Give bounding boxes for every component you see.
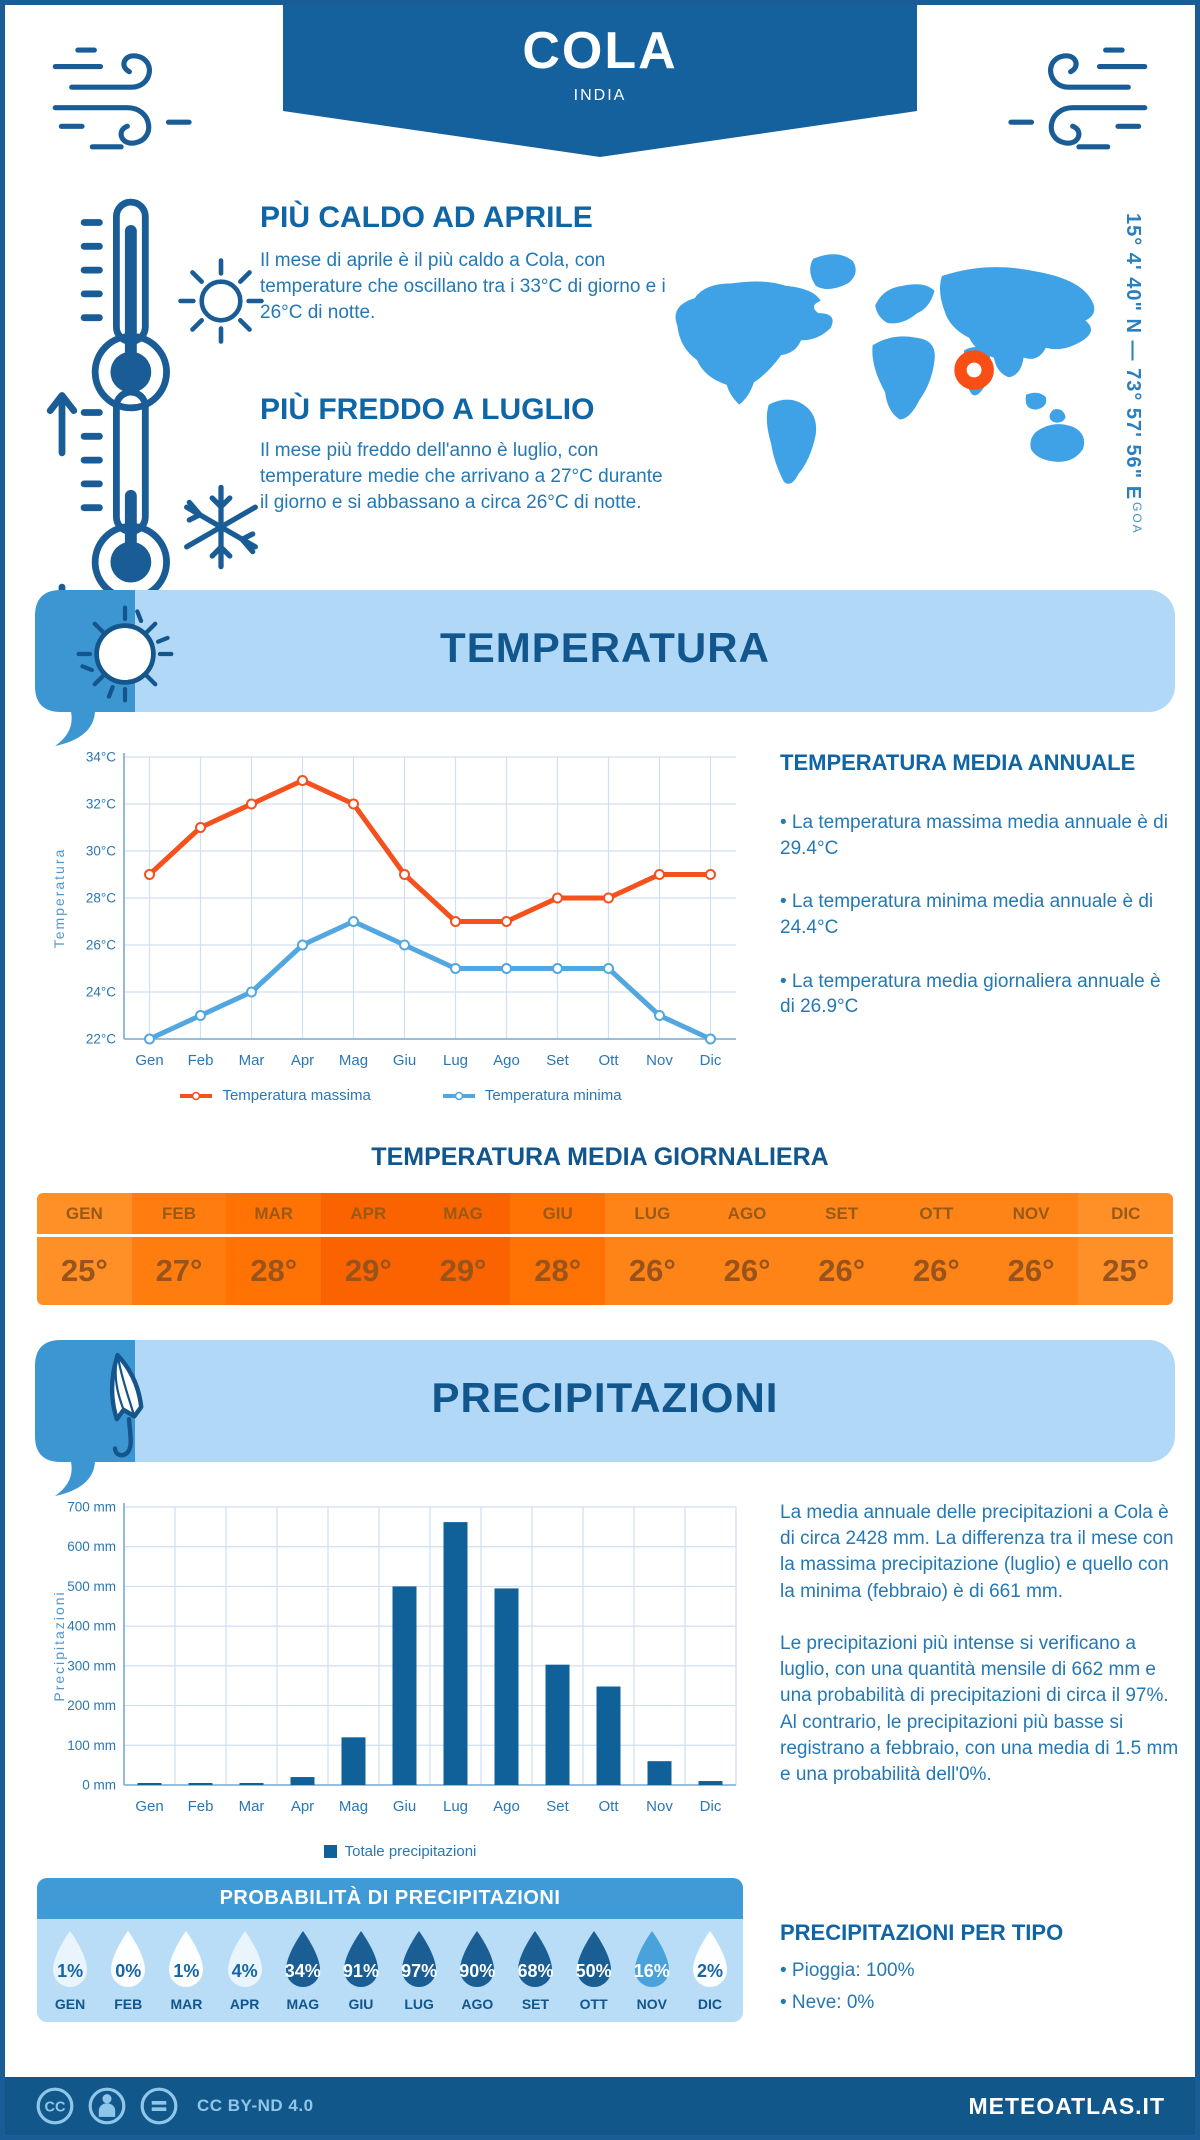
precipitation-chart bbox=[50, 1493, 750, 1836]
precipitation-chart-legend bbox=[50, 1843, 750, 1860]
svg-text:Nov: Nov bbox=[646, 1798, 673, 1815]
per-type-bullet: • Pioggia: 100% bbox=[780, 1960, 915, 1981]
temperature-chart-legend bbox=[50, 1087, 750, 1104]
temp-cell: AGO 26° bbox=[700, 1193, 795, 1305]
probability-drop: 1% GEN bbox=[41, 1929, 99, 2012]
chart-legend-item: Temperatura massima bbox=[178, 1087, 370, 1104]
temp-cell: GEN 25° bbox=[37, 1193, 132, 1305]
probability-drop: 50% OTT bbox=[565, 1929, 623, 2012]
temp-cell: FEB 27° bbox=[132, 1193, 227, 1305]
monthly-temperature-table bbox=[37, 1193, 1173, 1305]
svg-text:300 mm: 300 mm bbox=[67, 1658, 116, 1674]
annual-bullet: • La temperatura massima media annuale è di 29.4°C bbox=[780, 812, 1168, 859]
chart-legend-item: Totale precipitazioni bbox=[324, 1843, 477, 1860]
svg-text:Feb: Feb bbox=[187, 1052, 214, 1069]
probability-drop: 16% NOV bbox=[623, 1929, 681, 2012]
temp-cell: NOV 26° bbox=[984, 1193, 1079, 1305]
svg-text:Giu: Giu bbox=[392, 1052, 417, 1069]
svg-text:500 mm: 500 mm bbox=[67, 1578, 116, 1594]
temperature-section-title: TEMPERATURA bbox=[440, 624, 770, 671]
svg-text:0 mm: 0 mm bbox=[82, 1777, 116, 1793]
probability-drop: 0% FEB bbox=[99, 1929, 157, 2012]
annual-temperature-title: TEMPERATURA MEDIA ANNUALE bbox=[780, 750, 1136, 775]
wind-icon bbox=[978, 27, 1153, 172]
daily-temperature-title: TEMPERATURA MEDIA GIORNALIERA bbox=[371, 1143, 829, 1171]
per-type-bullet: • Neve: 0% bbox=[780, 1992, 875, 2013]
svg-text:Precipitazioni: Precipitazioni bbox=[51, 1590, 67, 1702]
svg-text:Apr: Apr bbox=[290, 1798, 315, 1815]
probability-title: PROBABILITÀ DI PRECIPITAZIONI bbox=[37, 1878, 743, 1919]
svg-text:Ott: Ott bbox=[598, 1052, 619, 1069]
svg-text:Lug: Lug bbox=[442, 1052, 469, 1069]
svg-text:Ago: Ago bbox=[493, 1798, 520, 1815]
precipitation-paragraph: Le precipitazioni più intense si verificano a luglio, con una quantità mensile di 662 mm e una probabilità di precipitazioni di circa il 97%. Al contrario, le precipitazioni più basse si registrano a febbraio, con una media di 1.5 mm e una probabilità dell'0%. bbox=[780, 1632, 1179, 1785]
svg-text:Mag: Mag bbox=[338, 1798, 369, 1815]
wind-icon bbox=[47, 27, 222, 172]
svg-text:Mar: Mar bbox=[238, 1798, 265, 1815]
precipitation-section-title: PRECIPITAZIONI bbox=[431, 1374, 779, 1421]
svg-text:200 mm: 200 mm bbox=[67, 1698, 116, 1714]
precipitation-section-banner bbox=[35, 1340, 1175, 1462]
svg-text:700 mm: 700 mm bbox=[67, 1499, 116, 1515]
probability-drop: 90% AGO bbox=[448, 1929, 506, 2012]
sun-section-icon bbox=[73, 602, 177, 706]
svg-text:30°C: 30°C bbox=[85, 843, 116, 859]
annual-temperature-block bbox=[780, 750, 1180, 1048]
temp-cell: LUG 26° bbox=[605, 1193, 700, 1305]
svg-text:Apr: Apr bbox=[290, 1052, 315, 1069]
thermometer-cold-icon bbox=[79, 387, 181, 608]
svg-text:Set: Set bbox=[546, 1798, 569, 1815]
temp-cell: APR 29° bbox=[321, 1193, 416, 1305]
hot-month-text: Il mese di aprile è il più caldo a Cola, con temperature che oscillano tra i 33°C di giorno e i 26°C di notte. bbox=[260, 250, 666, 323]
svg-text:400 mm: 400 mm bbox=[67, 1618, 116, 1634]
umbrella-icon bbox=[81, 1348, 177, 1466]
svg-text:Set: Set bbox=[546, 1052, 569, 1069]
svg-text:32°C: 32°C bbox=[85, 796, 116, 812]
svg-text:Nov: Nov bbox=[646, 1052, 673, 1069]
hot-month-title: PIÙ CALDO AD APRILE bbox=[260, 201, 593, 234]
cc-nd-icon bbox=[139, 2086, 179, 2126]
svg-text:Mag: Mag bbox=[338, 1052, 369, 1069]
probability-drop: 91% GIU bbox=[332, 1929, 390, 2012]
svg-text:Dic: Dic bbox=[699, 1798, 722, 1815]
temp-cell: MAG 29° bbox=[416, 1193, 511, 1305]
coordinates-text: 15° 4' 40" N — 73° 57' 56" E bbox=[1122, 213, 1144, 501]
svg-text:Mar: Mar bbox=[238, 1052, 265, 1069]
coordinates-label bbox=[1121, 213, 1144, 543]
header-banner bbox=[283, 5, 917, 111]
footer bbox=[5, 2077, 1195, 2135]
svg-text:Lug: Lug bbox=[442, 1798, 469, 1815]
precipitation-paragraph: La media annuale delle precipitazioni a Cola è di circa 2428 mm. La differenza tra il mese con la massima precipitazione (luglio) e quello con la minima (febbraio) è di 661 mm. bbox=[780, 1502, 1174, 1602]
probability-drop: 68% SET bbox=[506, 1929, 564, 2012]
probability-drops-row bbox=[37, 1919, 743, 2022]
svg-text:22°C: 22°C bbox=[85, 1031, 116, 1047]
svg-text:Ago: Ago bbox=[493, 1052, 520, 1069]
svg-text:26°C: 26°C bbox=[85, 937, 116, 953]
precipitation-probability-panel bbox=[37, 1878, 743, 2022]
svg-text:24°C: 24°C bbox=[85, 984, 116, 1000]
probability-drop: 4% APR bbox=[216, 1929, 274, 2012]
probability-drop: 97% LUG bbox=[390, 1929, 448, 2012]
location-marker bbox=[961, 356, 988, 383]
temp-cell: GIU 28° bbox=[510, 1193, 605, 1305]
svg-text:Ott: Ott bbox=[598, 1798, 619, 1815]
temperature-chart bbox=[50, 743, 750, 1090]
svg-text:600 mm: 600 mm bbox=[67, 1539, 116, 1555]
site-label: METEOATLAS.IT bbox=[968, 2092, 1165, 2119]
region-text: GOA bbox=[1130, 502, 1144, 535]
svg-text:Dic: Dic bbox=[699, 1052, 722, 1069]
probability-drop: 1% MAR bbox=[157, 1929, 215, 2012]
cold-month-text: Il mese più freddo dell'anno è luglio, con temperature medie che arrivano a 27°C durante il giorno e si abbassano a circa 26°C di notte. bbox=[260, 440, 663, 513]
svg-text:Gen: Gen bbox=[135, 1798, 164, 1815]
svg-text:100 mm: 100 mm bbox=[67, 1737, 116, 1753]
precipitation-text-block bbox=[780, 1500, 1182, 1814]
temperature-section-banner bbox=[35, 590, 1175, 712]
page-title: COLA bbox=[522, 22, 678, 80]
svg-text:34°C: 34°C bbox=[85, 749, 116, 765]
svg-text:28°C: 28°C bbox=[85, 890, 116, 906]
per-type-title: PRECIPITAZIONI PER TIPO bbox=[780, 1920, 1064, 1945]
cold-month-title: PIÙ FREDDO A LUGLIO bbox=[260, 393, 595, 426]
chart-legend-item: Temperatura minima bbox=[441, 1087, 622, 1104]
precipitation-per-type-block bbox=[780, 1920, 1180, 2024]
cc-attribution-icon bbox=[87, 2086, 127, 2126]
license-label: CC BY-ND 4.0 bbox=[197, 2096, 314, 2115]
page-subtitle: INDIA bbox=[573, 87, 627, 104]
snowflake-icon bbox=[177, 483, 265, 571]
svg-text:CC: CC bbox=[44, 2099, 66, 2116]
svg-text:Feb: Feb bbox=[187, 1798, 214, 1815]
svg-text:Giu: Giu bbox=[392, 1798, 417, 1815]
temp-cell: MAR 28° bbox=[226, 1193, 321, 1305]
annual-bullet: • La temperatura media giornaliera annuale è di 26.9°C bbox=[780, 970, 1161, 1018]
cc-icon bbox=[35, 2086, 75, 2126]
sun-icon bbox=[175, 255, 267, 347]
temp-cell: DIC 25° bbox=[1078, 1193, 1173, 1305]
world-map bbox=[655, 230, 1125, 510]
annual-bullet: • La temperatura minima media annuale è di 24.4°C bbox=[780, 891, 1154, 938]
temp-cell: SET 26° bbox=[794, 1193, 889, 1305]
temp-cell: OTT 26° bbox=[889, 1193, 984, 1305]
probability-drop: 2% DIC bbox=[681, 1929, 739, 2012]
probability-drop: 34% MAG bbox=[274, 1929, 332, 2012]
svg-text:Gen: Gen bbox=[135, 1052, 164, 1069]
thermometer-hot-icon bbox=[79, 197, 181, 418]
svg-text:Temperatura: Temperatura bbox=[51, 847, 67, 949]
